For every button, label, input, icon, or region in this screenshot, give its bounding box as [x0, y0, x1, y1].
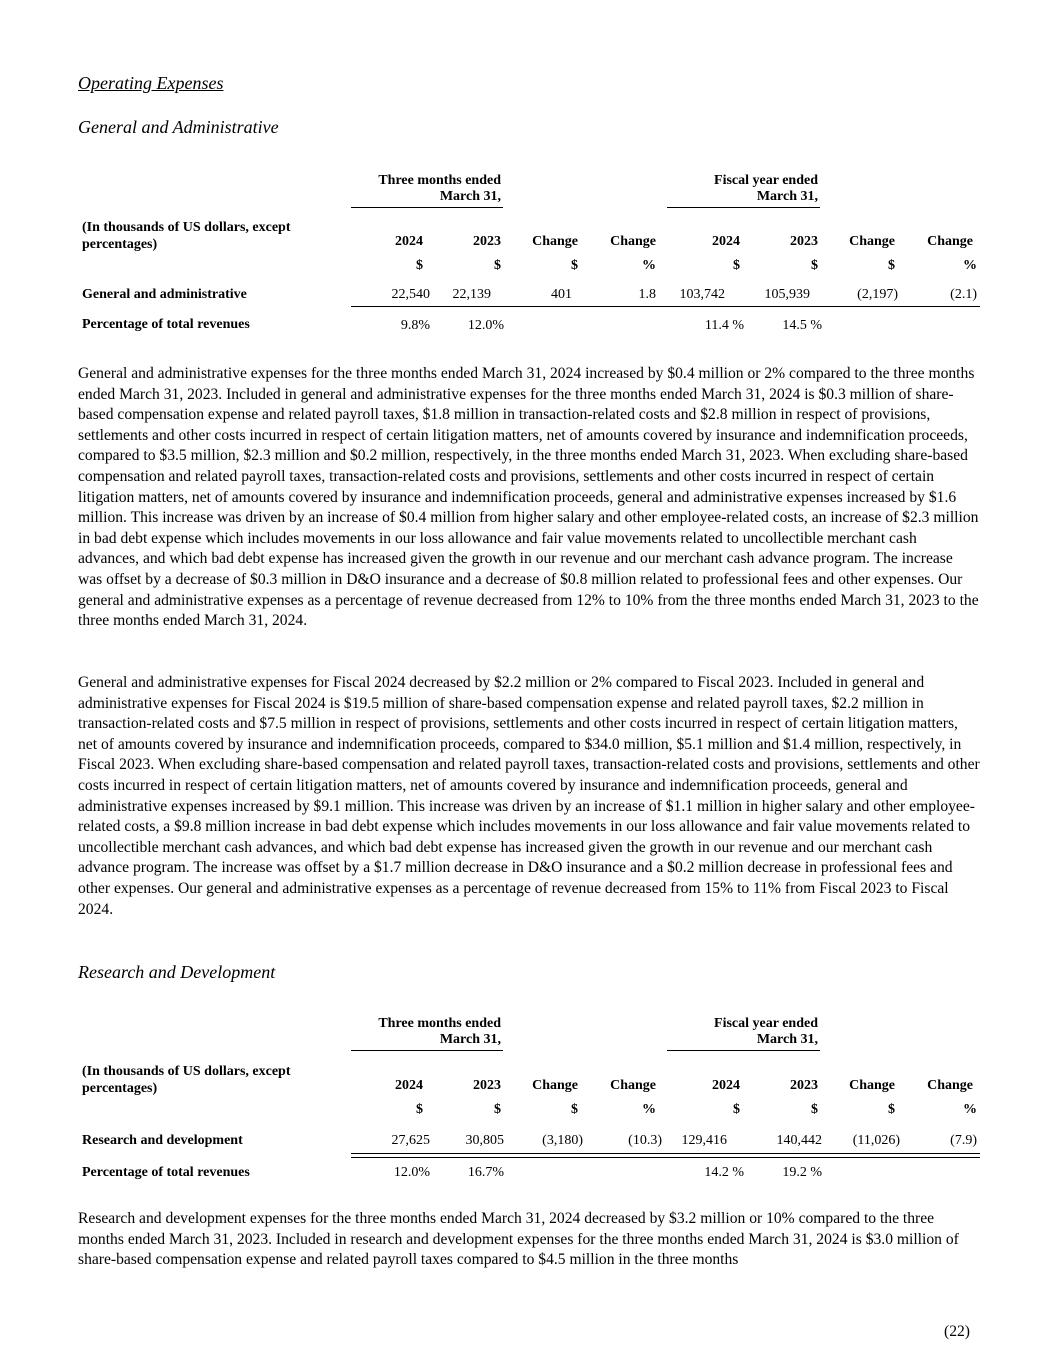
ga-group1-line1: Three months ended [378, 173, 501, 188]
ga-group1-rule [351, 207, 503, 208]
ga-col-6: 2023 [790, 234, 818, 249]
ga-row1-val-8: (2.1) [950, 287, 977, 302]
ga-unit-2: $ [494, 258, 501, 273]
ga-group2-line2: March 31, [756, 189, 818, 204]
ga-unit-5: $ [733, 258, 740, 273]
ga-unit-8: % [963, 258, 977, 273]
rd-heading: Research and Development [78, 962, 276, 982]
rd-unit-2: $ [494, 1102, 501, 1117]
rd-col-4: Change [610, 1078, 656, 1093]
rd-row2-val-2: 16.7% [467, 1165, 504, 1180]
ga-col-3: Change [532, 234, 578, 249]
rd-unit-3: $ [571, 1102, 578, 1117]
rd-row1-val-1: 27,625 [391, 1133, 430, 1148]
ga-row1-val-5: 103,742 [679, 287, 725, 302]
rd-col-3: Change [532, 1078, 578, 1093]
ga-row1-val-7: (2,197) [857, 287, 898, 302]
rd-row1-val-2: 30,805 [465, 1133, 504, 1148]
rd-group1-line1: Three months ended [378, 1016, 501, 1031]
ga-row1-val-4: 1.8 [638, 287, 656, 302]
rd-col-2: 2023 [473, 1078, 501, 1093]
rd-col-6: 2023 [790, 1078, 818, 1093]
ga-row2-val-2: 12.0% [467, 318, 504, 333]
rd-row2-val-1: 12.0% [393, 1165, 430, 1180]
rd-table [78, 1013, 980, 1193]
ga-col-1: 2024 [395, 234, 423, 249]
rd-col-1: 2024 [395, 1078, 423, 1093]
rd-col-5: 2024 [712, 1078, 740, 1093]
rd-group2-line1: Fiscal year ended [714, 1016, 818, 1031]
rd-col-8: Change [927, 1078, 973, 1093]
rd-unit-1: $ [416, 1102, 423, 1117]
ga-group2-rule [667, 207, 820, 208]
rd-group2-line2: March 31, [756, 1032, 818, 1047]
rd-unit-4: % [642, 1102, 656, 1117]
ga-heading: General and Administrative [78, 117, 279, 137]
ga-row2-val-1: 9.8% [400, 318, 430, 333]
ga-group1-line2: March 31, [439, 189, 501, 204]
ga-group2-line1: Fiscal year ended [714, 173, 818, 188]
ga-row2-val-3: 11.4 % [704, 318, 744, 333]
ga-unit-3: $ [571, 258, 578, 273]
ga-col-7: Change [849, 234, 895, 249]
rd-col-7: Change [849, 1078, 895, 1093]
ga-row1-val-6: 105,939 [764, 287, 810, 302]
ga-unit-4: % [642, 258, 656, 273]
ga-unit-1: $ [416, 258, 423, 273]
ga-row2-val-4: 14.5 % [782, 318, 822, 333]
ga-unit-7: $ [888, 258, 895, 273]
ga-row1-val-1: 22,540 [391, 287, 430, 302]
rd-row1-label: Research and development [82, 1133, 243, 1148]
section-title: Operating Expenses [78, 73, 224, 93]
rd-paragraph-1: Research and development expenses for the three months ended March 31, 2024 decreased by $3.2 million or 10% compared to the three months ended March 31, 2023. Included in research and development expenses for the three months ended March 31, 2024 is $3.0 million of share-based compensation expense and related payroll taxes compared to $4.5 million in the three months [78, 1210, 959, 1269]
page-number: (22) [944, 1323, 970, 1340]
rd-row1-rule [351, 1153, 980, 1158]
rd-label-header: (In thousands of US dollars, except percentages) [82, 1064, 291, 1096]
ga-col-2: 2023 [473, 234, 501, 249]
rd-row2-label: Percentage of total revenues [82, 1165, 250, 1180]
ga-label-header: (In thousands of US dollars, except percentages) [82, 220, 291, 252]
ga-unit-6: $ [811, 258, 818, 273]
rd-row1-val-7: (11,026) [852, 1133, 900, 1148]
rd-group2-rule [667, 1050, 820, 1051]
rd-row1-val-5: 129,416 [681, 1133, 727, 1148]
ga-col-8: Change [927, 234, 973, 249]
ga-table [78, 170, 980, 350]
ga-row2-label: Percentage of total revenues [82, 317, 250, 332]
ga-row1-label: General and administrative [82, 287, 247, 302]
rd-group1-rule [351, 1050, 503, 1051]
rd-row1-val-3: (3,180) [542, 1133, 583, 1148]
rd-row2-val-3: 14.2 % [704, 1165, 744, 1180]
rd-unit-5: $ [733, 1102, 740, 1117]
ga-col-5: 2024 [712, 234, 740, 249]
rd-unit-8: % [963, 1102, 977, 1117]
rd-unit-7: $ [888, 1102, 895, 1117]
rd-unit-6: $ [811, 1102, 818, 1117]
rd-row1-val-8: (7.9) [950, 1133, 977, 1148]
ga-col-4: Change [610, 234, 656, 249]
rd-group1-line2: March 31, [439, 1032, 501, 1047]
ga-paragraph-1: General and administrative expenses for the three months ended March 31, 2024 increased by $0.4 million or 2% compared to the three months ended March 31, 2023. Included in general and administrative expenses for the three months ended March 31, 2024 is $0.3 million of share-based compensation expense and related payroll taxes, $1.8 million in transaction-related costs and $2.8 million in respect of provisions, settlements and other costs incurred in respect of certain litigation matters, net of amounts covered by insurance and indemnification proceeds, compared to $3.5 million, $2.3 million and $0.2 million, respectively, in the three months ended March 31, 2023. When excluding share-based compensation and related payroll taxes, transaction-related costs and provisions, settlements and other costs incurred in respect of certain litigation matters, net of amounts covered by insurance and indemnification proceeds, general and administrative expenses increased by $1.6 million. This increase was driven by an increase of $0.4 million from higher salary and other employee-related costs, an increase of $2.3 million in bad debt expense which includes movements in our loss allowance and fair value movements related to uncollectible merchant cash advances, and which bad debt expense has increased given the growth in our revenue and our merchant cash advance program. The increase was offset by a decrease of $0.3 million in D&O insurance and a decrease of $0.8 million related to professional fees and other expenses. Our general and administrative expenses as a percentage of revenue decreased from 12% to 10% from the three months ended March 31, 2023 to the three months ended March 31, 2024. [78, 365, 979, 630]
rd-row1-val-6: 140,442 [776, 1133, 822, 1148]
ga-paragraph-2: General and administrative expenses for Fiscal 2024 decreased by $2.2 million or 2% compared to Fiscal 2023. Included in general and administrative expenses for Fiscal 2024 is $19.5 million of share-based compensation expense and related payroll taxes, $2.2 million in transaction-related costs and $7.5 million in respect of provisions, settlements and other costs incurred in respect of certain litigation matters, net of amounts covered by insurance and indemnification proceeds, compared to $34.0 million, $5.1 million and $1.4 million, respectively, in Fiscal 2023. When excluding share-based compensation and related payroll taxes, transaction-related costs and provisions, settlements and other costs incurred in respect of certain litigation matters, net of amounts covered by insurance and indemnification proceeds, general and administrative expenses increased by $9.1 million. This increase was driven by an increase of $1.1 million in higher salary and other employee-related costs, a $9.8 million increase in bad debt expense which includes movements in our loss allowance and fair value movements related to uncollectible merchant cash advances, and which bad debt expense has increased given the growth in our revenue and our merchant cash advance program. The increase was offset by a $1.7 million decrease in D&O insurance and a $0.2 million decrease in professional fees and other expenses. Our general and administrative expenses as a percentage of revenue decreased from 15% to 11% from Fiscal 2023 to Fiscal 2024. [78, 674, 980, 918]
ga-row1-val-3: 401 [551, 287, 572, 302]
rd-row2-val-4: 19.2 % [782, 1165, 822, 1180]
ga-row1-val-2: 22,139 [452, 287, 491, 302]
ga-row1-rule [351, 306, 980, 307]
rd-row1-val-4: (10.3) [628, 1133, 662, 1148]
